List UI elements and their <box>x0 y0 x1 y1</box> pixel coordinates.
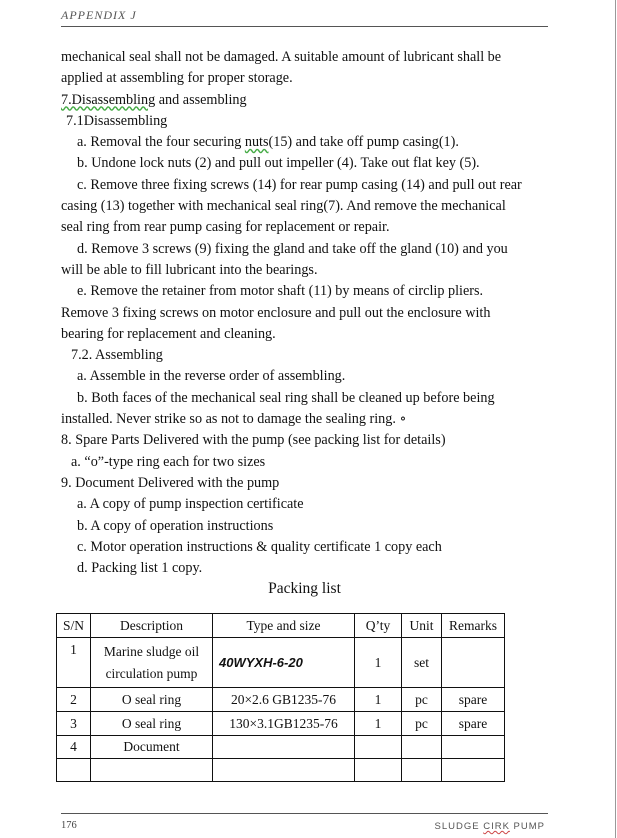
cell-empty <box>355 759 402 782</box>
subsection-heading: 7.2. Assembling <box>71 347 163 364</box>
header-sn: S/N <box>57 614 91 638</box>
cell-type-size: 130×3.1GB1235-76 <box>213 712 355 736</box>
cell-description: O seal ring <box>91 712 213 736</box>
cell-description-line: circulation pump <box>105 665 198 681</box>
packing-list-title: Packing list <box>268 580 341 597</box>
body-text <box>61 47 551 579</box>
text-line: d. Remove 3 screws (9) fixing the gland and take off the gland (10) and you <box>77 240 508 257</box>
cell-unit: set <box>402 638 442 688</box>
cell-type-size: 20×2.6 GB1235-76 <box>213 688 355 712</box>
footer-title: SLUDGE CIRK PUMP <box>434 821 545 832</box>
cell-remarks: spare <box>442 688 505 712</box>
cell-type-size <box>213 736 355 759</box>
cell-unit <box>402 736 442 759</box>
header-type-size: Type and size <box>213 614 355 638</box>
text-line: applied at assembling for proper storage. <box>61 70 293 87</box>
cell-qty: 1 <box>355 688 402 712</box>
text-line: Remove 3 fixing screws on motor enclosure and pull out the enclosure with <box>61 304 491 321</box>
header-unit: Unit <box>402 614 442 638</box>
cell-description: Document <box>91 736 213 759</box>
table-header-row <box>57 614 505 638</box>
table-row <box>57 688 505 712</box>
header-title: APPENDIX J <box>61 8 137 22</box>
header-description: Description <box>91 614 213 638</box>
text-line: b. Undone lock nuts (2) and pull out impeller (4). Take out flat key (5). <box>77 155 480 172</box>
text-line: e. Remove the retainer from motor shaft (11) by means of circlip pliers. <box>77 283 484 300</box>
cell-sn: 2 <box>57 688 91 712</box>
text-line: a. “o”-type ring each for two sizes <box>71 453 266 470</box>
cell-description: O seal ring <box>91 688 213 712</box>
cell-remarks <box>442 736 505 759</box>
cell-qty: 1 <box>355 712 402 736</box>
text-line: mechanical seal shall not be damaged. A suitable amount of lubricant shall be <box>61 49 502 65</box>
cell-sn: 4 <box>57 736 91 759</box>
table-row <box>57 736 505 759</box>
spellcheck-word: nuts <box>244 134 269 151</box>
table-row <box>57 712 505 736</box>
cell-sn: 1 <box>57 638 91 688</box>
cell-unit: pc <box>402 688 442 712</box>
text-line: will be able to fill lubricant into the bearings. <box>61 261 318 278</box>
cell-empty <box>91 759 213 782</box>
list-item: c. Motor operation instructions & quality certificate 1 copy each <box>77 538 442 555</box>
spellcheck-word: 7.Disassembling <box>61 91 156 108</box>
cell-empty <box>442 759 505 782</box>
text-line: c. Remove three fixing screws (14) for rear pump casing (14) and pull out rear <box>77 176 522 193</box>
text-line: b. Both faces of the mechanical seal ring shall be cleaned up before being <box>77 389 495 406</box>
list-item: b. A copy of operation instructions <box>77 517 274 534</box>
subsection-heading: 7.1Disassembling <box>66 112 168 129</box>
cell-model: 40WYXH-6-20 <box>213 638 355 688</box>
header-qty: Q’ty <box>355 614 402 638</box>
page-edge-rule <box>615 0 616 838</box>
cell-empty <box>57 759 91 782</box>
text-line: bearing for replacement and cleaning. <box>61 325 276 342</box>
section-heading: 8. Spare Parts Delivered with the pump (see packing list for details) <box>61 432 446 449</box>
header-remarks: Remarks <box>442 614 505 638</box>
page-footer <box>61 813 548 836</box>
text-line: a. Removal the four securing nuts(15) and take off pump casing(1). <box>77 134 459 151</box>
cell-empty <box>213 759 355 782</box>
page-number: 176 <box>61 820 77 831</box>
text-line: casing (13) together with mechanical seal ring(7). And remove the mechanical <box>61 198 506 215</box>
cell-description-line: Marine sludge oil <box>103 643 200 659</box>
table-row <box>57 638 505 688</box>
text-line: installed. Never strike so as not to damage the sealing ring. ∘ <box>61 411 407 428</box>
text-line: a. Assemble in the reverse order of assembling. <box>77 368 346 385</box>
packing-list-table <box>56 613 505 782</box>
list-item: a. A copy of pump inspection certificate <box>77 496 304 513</box>
cell-description <box>91 638 213 688</box>
cell-empty <box>402 759 442 782</box>
cell-sn: 3 <box>57 712 91 736</box>
text-line: seal ring from rear pump casing for replacement or repair. <box>61 219 390 236</box>
cell-remarks <box>442 638 505 688</box>
table-row-empty <box>57 759 505 782</box>
page-header <box>61 8 548 27</box>
cell-qty <box>355 736 402 759</box>
section-heading: 7.Disassembling and assembling <box>61 91 247 108</box>
section-heading: 9. Document Delivered with the pump <box>61 474 280 491</box>
cell-unit: pc <box>402 712 442 736</box>
cell-qty: 1 <box>355 638 402 688</box>
spellcheck-word: CIRK <box>483 821 510 832</box>
list-item: d. Packing list 1 copy. <box>77 560 203 577</box>
cell-remarks: spare <box>442 712 505 736</box>
